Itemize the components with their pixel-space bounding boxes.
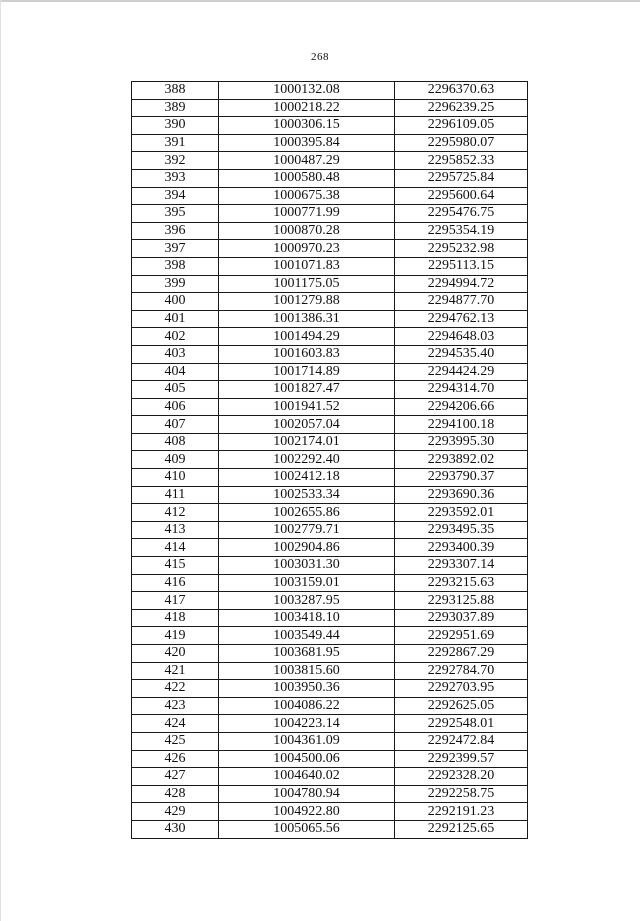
- table-row: [132, 715, 528, 733]
- table-row: [132, 152, 528, 170]
- table-row: [132, 662, 528, 680]
- y-coordinate-cell: 2296109.05: [395, 117, 528, 135]
- point-number-cell: 388: [132, 82, 219, 100]
- table-row: [132, 275, 528, 293]
- table-row: [132, 469, 528, 487]
- table-row: [132, 785, 528, 803]
- point-number-cell: 402: [132, 328, 219, 346]
- point-number-cell: 422: [132, 680, 219, 698]
- x-coordinate-cell: 1000132.08: [219, 82, 395, 100]
- y-coordinate-cell: 2293125.88: [395, 592, 528, 610]
- point-number-cell: 389: [132, 99, 219, 117]
- x-coordinate-cell: 1004223.14: [219, 715, 395, 733]
- x-coordinate-cell: 1003287.95: [219, 592, 395, 610]
- table-row: [132, 539, 528, 557]
- table-row: [132, 169, 528, 187]
- table-row: [132, 451, 528, 469]
- x-coordinate-cell: 1002057.04: [219, 416, 395, 434]
- x-coordinate-cell: 1003950.36: [219, 680, 395, 698]
- y-coordinate-cell: 2293892.02: [395, 451, 528, 469]
- page-edge-left: [0, 0, 1, 921]
- x-coordinate-cell: 1004500.06: [219, 750, 395, 768]
- y-coordinate-cell: 2292951.69: [395, 627, 528, 645]
- x-coordinate-cell: 1000218.22: [219, 99, 395, 117]
- x-coordinate-cell: 1004086.22: [219, 697, 395, 715]
- table-row: [132, 99, 528, 117]
- x-coordinate-cell: 1001603.83: [219, 345, 395, 363]
- point-number-cell: 398: [132, 257, 219, 275]
- y-coordinate-cell: 2292191.23: [395, 803, 528, 821]
- point-number-cell: 404: [132, 363, 219, 381]
- table-row: [132, 222, 528, 240]
- coordinate-table-body: [132, 82, 528, 839]
- y-coordinate-cell: 2292625.05: [395, 697, 528, 715]
- table-row: [132, 820, 528, 838]
- table-row: [132, 293, 528, 311]
- y-coordinate-cell: 2295113.15: [395, 257, 528, 275]
- y-coordinate-cell: 2296239.25: [395, 99, 528, 117]
- x-coordinate-cell: 1000395.84: [219, 134, 395, 152]
- point-number-cell: 429: [132, 803, 219, 821]
- point-number-cell: 409: [132, 451, 219, 469]
- x-coordinate-cell: 1000970.23: [219, 240, 395, 258]
- x-coordinate-cell: 1002904.86: [219, 539, 395, 557]
- table-row: [132, 574, 528, 592]
- point-number-cell: 408: [132, 433, 219, 451]
- point-number-cell: 424: [132, 715, 219, 733]
- x-coordinate-cell: 1002174.01: [219, 433, 395, 451]
- x-coordinate-cell: 1003549.44: [219, 627, 395, 645]
- x-coordinate-cell: 1001279.88: [219, 293, 395, 311]
- x-coordinate-cell: 1001071.83: [219, 257, 395, 275]
- x-coordinate-cell: 1002412.18: [219, 469, 395, 487]
- y-coordinate-cell: 2292328.20: [395, 768, 528, 786]
- point-number-cell: 392: [132, 152, 219, 170]
- point-number-cell: 413: [132, 521, 219, 539]
- y-coordinate-cell: 2295852.33: [395, 152, 528, 170]
- point-number-cell: 403: [132, 345, 219, 363]
- point-number-cell: 391: [132, 134, 219, 152]
- x-coordinate-cell: 1002655.86: [219, 504, 395, 522]
- table-row: [132, 257, 528, 275]
- point-number-cell: 430: [132, 820, 219, 838]
- table-row: [132, 768, 528, 786]
- table-row: [132, 627, 528, 645]
- y-coordinate-cell: 2293690.36: [395, 486, 528, 504]
- x-coordinate-cell: 1003031.30: [219, 557, 395, 575]
- x-coordinate-cell: 1001714.89: [219, 363, 395, 381]
- point-number-cell: 414: [132, 539, 219, 557]
- y-coordinate-cell: 2292472.84: [395, 732, 528, 750]
- point-number-cell: 396: [132, 222, 219, 240]
- y-coordinate-cell: 2293307.14: [395, 557, 528, 575]
- point-number-cell: 416: [132, 574, 219, 592]
- y-coordinate-cell: 2294994.72: [395, 275, 528, 293]
- point-number-cell: 400: [132, 293, 219, 311]
- y-coordinate-cell: 2294100.18: [395, 416, 528, 434]
- y-coordinate-cell: 2293215.63: [395, 574, 528, 592]
- point-number-cell: 427: [132, 768, 219, 786]
- x-coordinate-cell: 1002292.40: [219, 451, 395, 469]
- y-coordinate-cell: 2295476.75: [395, 205, 528, 223]
- x-coordinate-cell: 1004361.09: [219, 732, 395, 750]
- coordinate-table: [131, 81, 528, 839]
- point-number-cell: 407: [132, 416, 219, 434]
- y-coordinate-cell: 2292548.01: [395, 715, 528, 733]
- x-coordinate-cell: 1003815.60: [219, 662, 395, 680]
- point-number-cell: 399: [132, 275, 219, 293]
- y-coordinate-cell: 2294648.03: [395, 328, 528, 346]
- y-coordinate-cell: 2296370.63: [395, 82, 528, 100]
- table-row: [132, 609, 528, 627]
- point-number-cell: 425: [132, 732, 219, 750]
- table-row: [132, 645, 528, 663]
- y-coordinate-cell: 2293592.01: [395, 504, 528, 522]
- y-coordinate-cell: 2293790.37: [395, 469, 528, 487]
- table-row: [132, 345, 528, 363]
- table-row: [132, 803, 528, 821]
- y-coordinate-cell: 2294535.40: [395, 345, 528, 363]
- y-coordinate-cell: 2292703.95: [395, 680, 528, 698]
- table-row: [132, 697, 528, 715]
- table-row: [132, 732, 528, 750]
- page-edge-top: [0, 0, 640, 2]
- x-coordinate-cell: 1004640.02: [219, 768, 395, 786]
- point-number-cell: 412: [132, 504, 219, 522]
- point-number-cell: 405: [132, 381, 219, 399]
- x-coordinate-cell: 1001941.52: [219, 398, 395, 416]
- y-coordinate-cell: 2295232.98: [395, 240, 528, 258]
- y-coordinate-cell: 2295600.64: [395, 187, 528, 205]
- table-row: [132, 433, 528, 451]
- x-coordinate-cell: 1004780.94: [219, 785, 395, 803]
- x-coordinate-cell: 1000487.29: [219, 152, 395, 170]
- table-row: [132, 205, 528, 223]
- y-coordinate-cell: 2292125.65: [395, 820, 528, 838]
- table-row: [132, 310, 528, 328]
- y-coordinate-cell: 2292784.70: [395, 662, 528, 680]
- point-number-cell: 393: [132, 169, 219, 187]
- table-row: [132, 486, 528, 504]
- point-number-cell: 421: [132, 662, 219, 680]
- y-coordinate-cell: 2295980.07: [395, 134, 528, 152]
- x-coordinate-cell: 1001386.31: [219, 310, 395, 328]
- x-coordinate-cell: 1000870.28: [219, 222, 395, 240]
- y-coordinate-cell: 2293995.30: [395, 433, 528, 451]
- table-row: [132, 592, 528, 610]
- point-number-cell: 411: [132, 486, 219, 504]
- x-coordinate-cell: 1001175.05: [219, 275, 395, 293]
- point-number-cell: 418: [132, 609, 219, 627]
- table-row: [132, 504, 528, 522]
- x-coordinate-cell: 1000306.15: [219, 117, 395, 135]
- y-coordinate-cell: 2293400.39: [395, 539, 528, 557]
- point-number-cell: 401: [132, 310, 219, 328]
- table-row: [132, 117, 528, 135]
- table-row: [132, 363, 528, 381]
- point-number-cell: 410: [132, 469, 219, 487]
- table-row: [132, 398, 528, 416]
- y-coordinate-cell: 2292867.29: [395, 645, 528, 663]
- y-coordinate-cell: 2294314.70: [395, 381, 528, 399]
- x-coordinate-cell: 1000580.48: [219, 169, 395, 187]
- y-coordinate-cell: 2295354.19: [395, 222, 528, 240]
- point-number-cell: 406: [132, 398, 219, 416]
- table-row: [132, 240, 528, 258]
- x-coordinate-cell: 1002779.71: [219, 521, 395, 539]
- x-coordinate-cell: 1003159.01: [219, 574, 395, 592]
- x-coordinate-cell: 1000771.99: [219, 205, 395, 223]
- table-row: [132, 416, 528, 434]
- point-number-cell: 419: [132, 627, 219, 645]
- x-coordinate-cell: 1005065.56: [219, 820, 395, 838]
- table-row: [132, 521, 528, 539]
- point-number-cell: 415: [132, 557, 219, 575]
- table-row: [132, 557, 528, 575]
- x-coordinate-cell: 1001827.47: [219, 381, 395, 399]
- y-coordinate-cell: 2295725.84: [395, 169, 528, 187]
- table-row: [132, 381, 528, 399]
- point-number-cell: 397: [132, 240, 219, 258]
- y-coordinate-cell: 2294424.29: [395, 363, 528, 381]
- point-number-cell: 395: [132, 205, 219, 223]
- point-number-cell: 390: [132, 117, 219, 135]
- y-coordinate-cell: 2292258.75: [395, 785, 528, 803]
- x-coordinate-cell: 1000675.38: [219, 187, 395, 205]
- x-coordinate-cell: 1003681.95: [219, 645, 395, 663]
- table-row: [132, 134, 528, 152]
- x-coordinate-cell: 1002533.34: [219, 486, 395, 504]
- point-number-cell: 417: [132, 592, 219, 610]
- y-coordinate-cell: 2294206.66: [395, 398, 528, 416]
- table-row: [132, 82, 528, 100]
- point-number-cell: 426: [132, 750, 219, 768]
- table-row: [132, 328, 528, 346]
- x-coordinate-cell: 1001494.29: [219, 328, 395, 346]
- y-coordinate-cell: 2293495.35: [395, 521, 528, 539]
- y-coordinate-cell: 2294762.13: [395, 310, 528, 328]
- table-row: [132, 680, 528, 698]
- table-row: [132, 750, 528, 768]
- point-number-cell: 420: [132, 645, 219, 663]
- y-coordinate-cell: 2294877.70: [395, 293, 528, 311]
- table-row: [132, 187, 528, 205]
- y-coordinate-cell: 2292399.57: [395, 750, 528, 768]
- y-coordinate-cell: 2293037.89: [395, 609, 528, 627]
- x-coordinate-cell: 1003418.10: [219, 609, 395, 627]
- page-number: 268: [311, 51, 329, 63]
- point-number-cell: 428: [132, 785, 219, 803]
- point-number-cell: 394: [132, 187, 219, 205]
- point-number-cell: 423: [132, 697, 219, 715]
- x-coordinate-cell: 1004922.80: [219, 803, 395, 821]
